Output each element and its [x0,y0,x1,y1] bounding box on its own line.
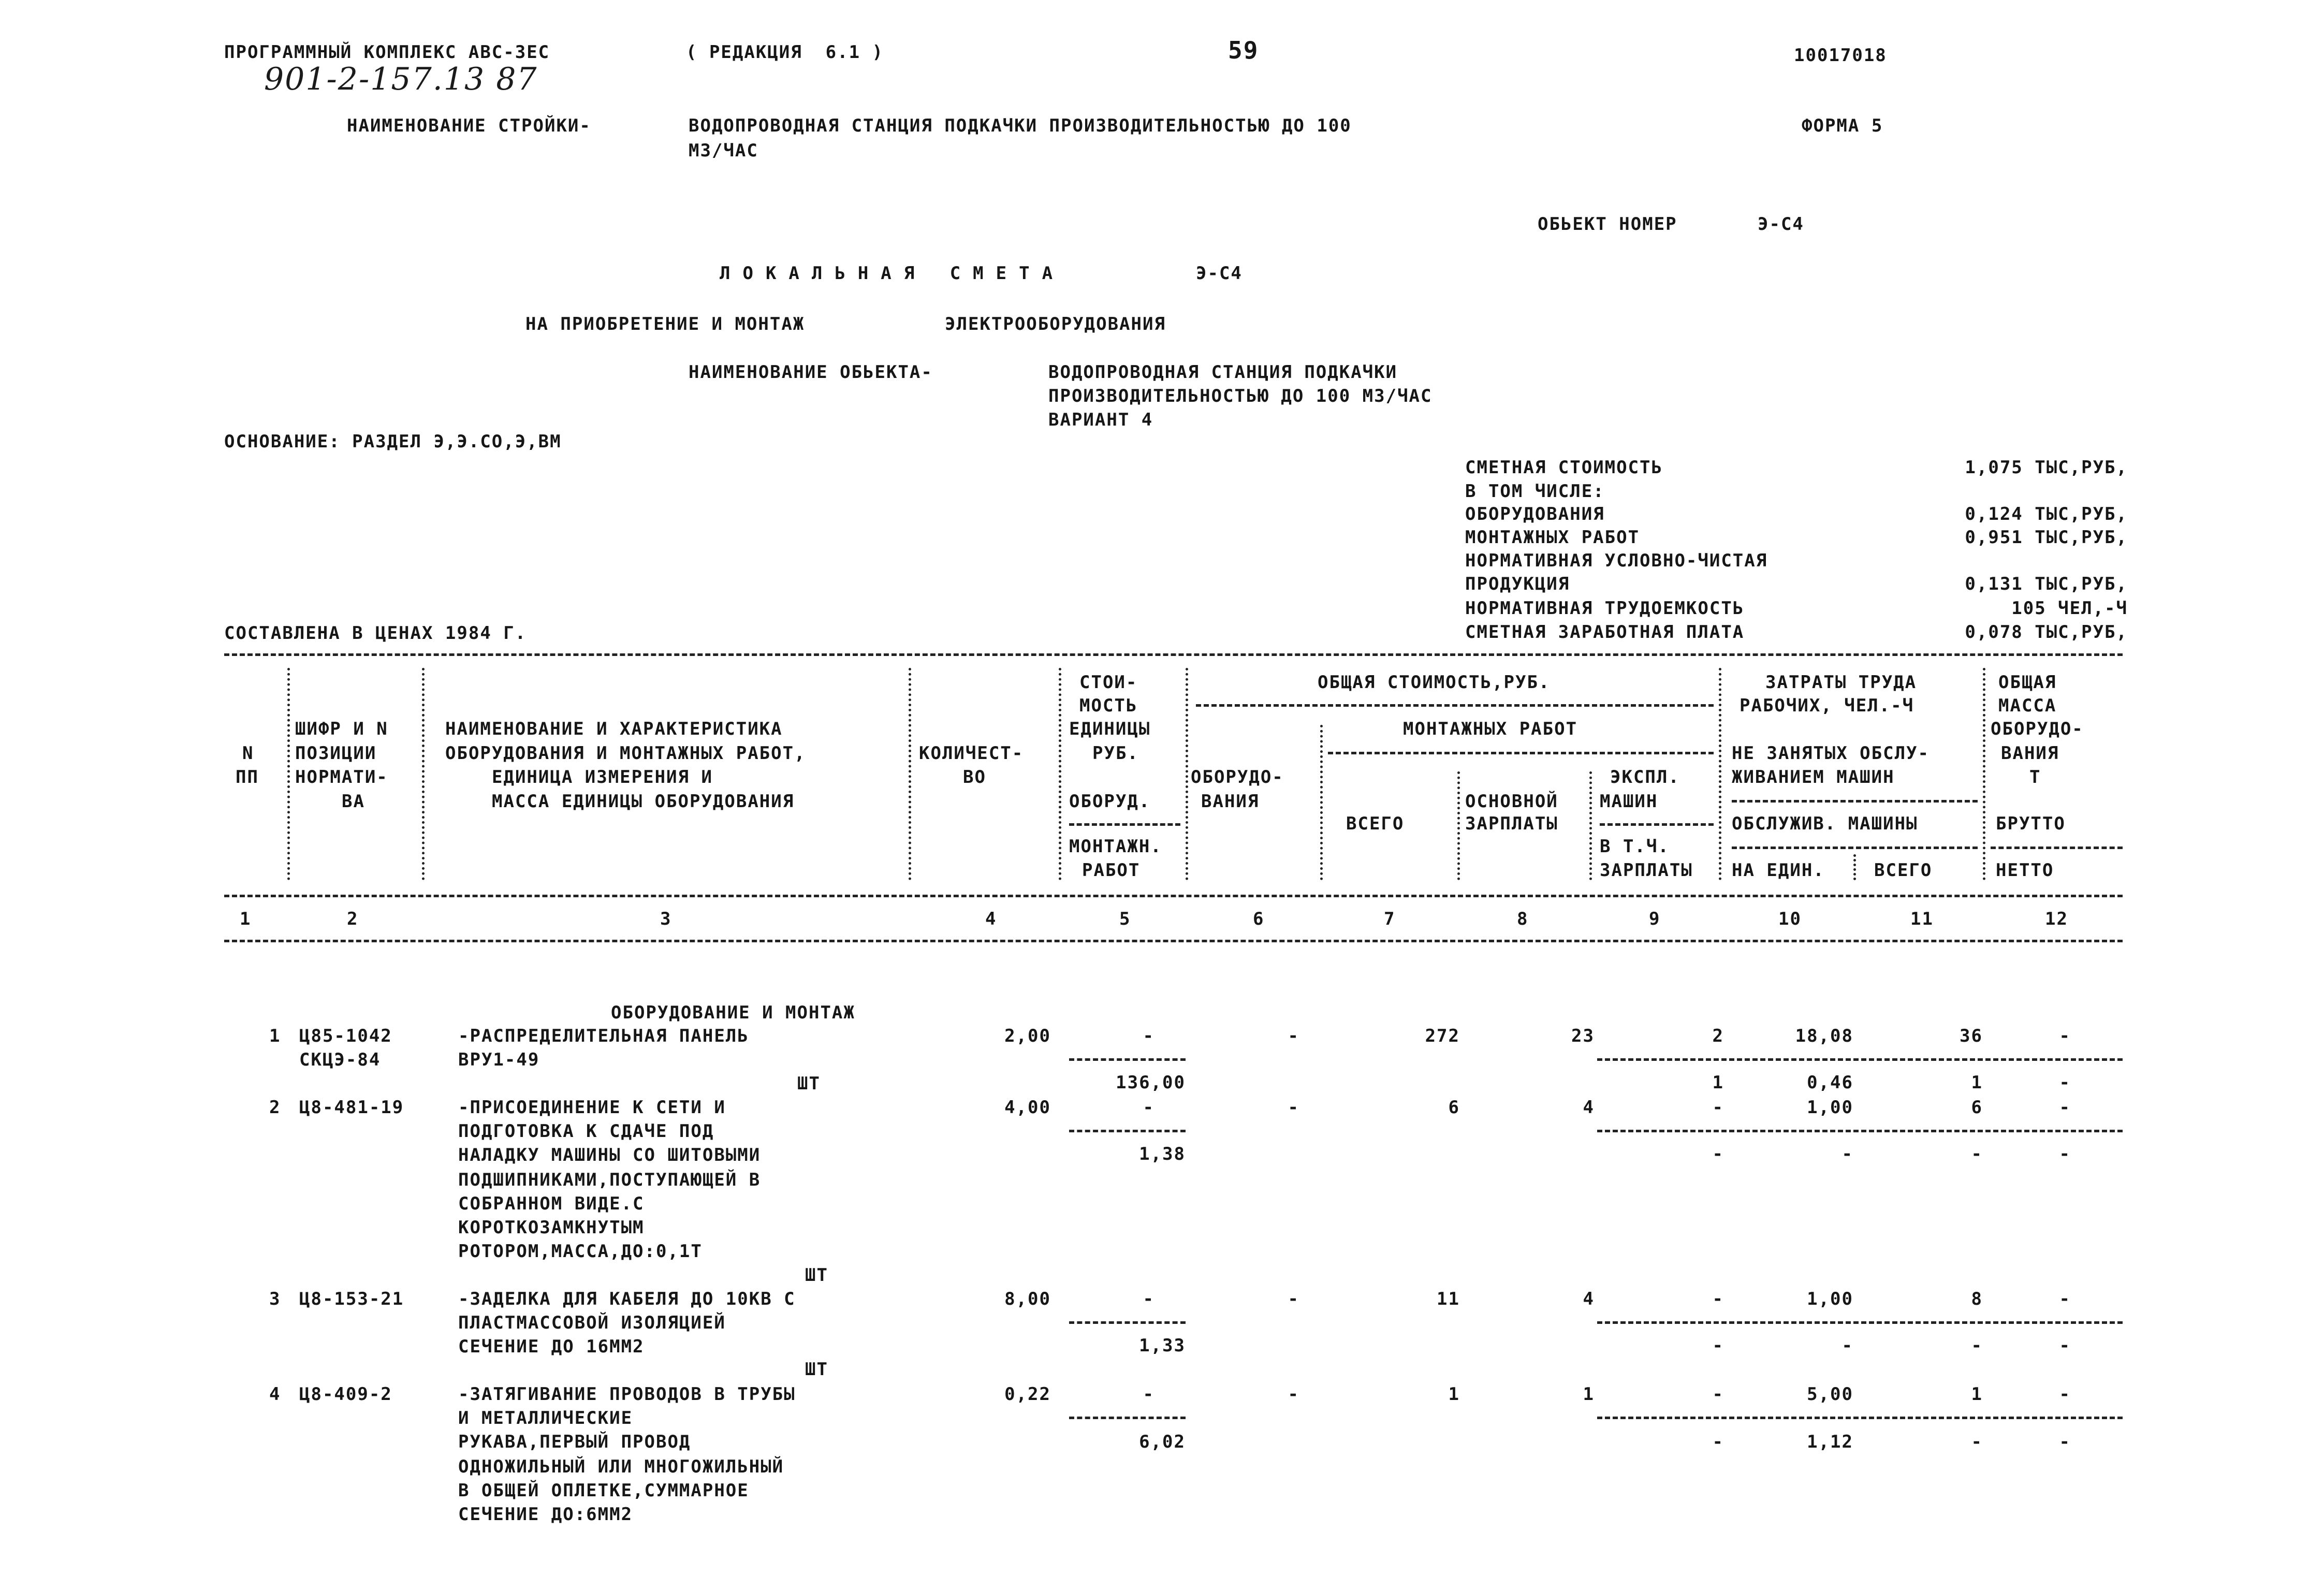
row-number: 1 [269,1026,281,1046]
row-base-salary: 23 [1571,1026,1595,1046]
form-label: ФОРМА 5 [1802,115,1883,136]
column-separator [1853,854,1856,880]
column-number: 4 [985,909,997,929]
col-code-label: ШИФР И N [295,719,388,739]
object-name-line3: ВАРИАНТ 4 [1048,410,1153,430]
mass-label: ОБОРУДО- [1991,719,2084,739]
summary-label: СМЕТНАЯ СТОИМОСТЬ [1465,457,1663,478]
row-name: ПОДГОТОВКА К СДАЧЕ ПОД [458,1121,714,1142]
construction-name-line2: М3/ЧАС [689,140,758,161]
labor-label: ЗАТРАТЫ ТРУДА [1765,672,1917,693]
row-name: СЕЧЕНИЕ ДО:6ММ2 [458,1504,633,1525]
column-separator [287,668,290,880]
row-mass-2: - [2059,1335,2071,1356]
col-unit-cost-label: РУБ. [1092,743,1139,764]
equipment-cost-label: ВАНИЯ [1201,791,1260,812]
labor-sub-label: ЖИВАНИЕМ МАШИН [1732,767,1895,787]
row-unit-divider [1069,1058,1186,1061]
row-labor-unit: 5,00 [1807,1384,1853,1405]
col-unit-cost-label: ОБОРУД. [1069,791,1151,812]
equipment-cost-label: ОБОРУДО- [1191,767,1284,787]
column-number: 12 [2045,909,2068,929]
row-labor-total: 1 [1971,1384,1983,1405]
col-unit-cost-label: РАБОТ [1082,860,1141,881]
row-machine-salary: - [1712,1144,1724,1164]
row-name: ПЛАСТМАССОВОЙ ИЗОЛЯЦИЕЙ [458,1312,726,1333]
row-base-salary: 4 [1583,1289,1595,1309]
col-unit-cost-label: СТОИ- [1079,672,1138,693]
summary-label: МОНТАЖНЫХ РАБОТ [1465,527,1640,548]
mass-divider [1991,847,2123,849]
row-number: 4 [269,1384,281,1405]
column-separator [422,668,425,880]
total-cost-divider [1196,704,1714,707]
column-number: 10 [1778,909,1802,929]
column-separator [1320,725,1323,880]
col-code-label: ВА [342,791,365,812]
mass-label: Т [2029,767,2041,787]
row-mass: - [2059,1097,2071,1118]
row-labor-total-2: - [1971,1144,1983,1164]
row-machine-salary: - [1712,1335,1724,1356]
labor-label: РАБОЧИХ, ЧЕЛ.-Ч [1740,695,1914,716]
row-mass-2: - [2059,1144,2071,1164]
row-unit-equip: - [1143,1097,1154,1118]
labor-sub-label: НА ЕДИН. [1732,860,1825,881]
column-number: 2 [347,909,359,929]
row-name: РУКАВА,ПЕРВЫЙ ПРОВОД [458,1432,691,1452]
row-unit-divider [1069,1130,1186,1132]
subtitle-right: ЭЛЕКТРООБОРУДОВАНИЯ [945,314,1166,334]
summary-value: 0,131 ТЫС,РУБ, [1965,574,2128,594]
row-sub-divider [1597,1417,2123,1419]
column-numbers-bottom-rule [224,940,2123,942]
install-total-label: ВСЕГО [1346,813,1405,834]
page-number: 59 [1228,36,1259,64]
row-unit-install: 1,38 [1139,1144,1186,1164]
column-separator [1059,668,1061,880]
column-separator [1186,668,1188,880]
row-machine: - [1712,1384,1724,1405]
row-unit-install: 6,02 [1139,1432,1186,1452]
col-name-label: МАССА ЕДИНИЦЫ ОБОРУДОВАНИЯ [492,791,795,812]
column-separator [909,668,911,880]
labor-sub-label: НЕ ЗАНЯТЫХ ОБСЛУ- [1732,743,1930,764]
row-code: Ц8-153-21 [299,1289,404,1309]
row-mass: - [2059,1289,2071,1309]
row-mass-2: - [2059,1432,2071,1452]
row-labor-total: 8 [1971,1289,1983,1309]
col-name-label: ОБОРУДОВАНИЯ И МОНТАЖНЫХ РАБОТ, [445,743,806,764]
row-sub-divider [1597,1321,2123,1324]
base-salary-label: ОСНОВНОЙ [1465,791,1558,812]
row-name: -РАСПРЕДЕЛИТЕЛЬНАЯ ПАНЕЛЬ [458,1026,749,1046]
summary-label: ПРОДУКЦИЯ [1465,574,1570,594]
row-name: СОБРАННОМ ВИДЕ.С [458,1193,645,1214]
row-labor-total: 6 [1971,1097,1983,1118]
object-name-line1: ВОДОПРОВОДНАЯ СТАНЦИЯ ПОДКАЧКИ [1048,362,1398,383]
row-labor-unit: 18,08 [1795,1026,1853,1046]
row-labor-total: 36 [1960,1026,1983,1046]
summary-value: 1,075 ТЫС,РУБ, [1965,457,2128,478]
col-name-label: ЕДИНИЦА ИЗМЕРЕНИЯ И [492,767,713,787]
program-name: ПРОГРАММНЫЙ КОМПЛЕКС АВС-ЗЕС [224,42,550,63]
row-name: -ЗАДЕЛКА ДЛЯ КАБЕЛЯ ДО 10КВ С [458,1289,796,1309]
col-n-label: N [242,743,254,764]
edition-label: ( РЕДАКЦИЯ 6.1 ) [686,42,884,63]
row-name: СЕЧЕНИЕ ДО 16ММ2 [458,1336,645,1357]
row-code: Ц8-409-2 [299,1384,392,1405]
row-code: СКЦЭ-84 [299,1049,381,1070]
row-labor-unit: 1,00 [1807,1097,1853,1118]
object-name-line2: ПРОИЗВОДИТЕЛЬНОСТЬЮ ДО 100 М3/ЧАС [1048,386,1433,406]
column-separator [1719,668,1721,880]
column-separator [1589,771,1592,880]
subtitle-left: НА ПРИОБРЕТЕНИЕ И МОНТАЖ [525,314,805,334]
row-machine: - [1712,1097,1724,1118]
row-labor-unit: 1,00 [1807,1289,1853,1309]
col-qty-label: ВО [963,767,986,787]
row-name: КОРОТКОЗАМКНУТЫМ [458,1217,645,1238]
row-base-salary: 1 [1583,1384,1595,1405]
row-unit-equip: - [1143,1384,1154,1405]
row-name: В ОБЩЕЙ ОПЛЕТКЕ,СУММАРНОЕ [458,1480,749,1501]
mass-label: БРУТТО [1996,813,2066,834]
summary-value: 0,951 ТЫС,РУБ, [1965,527,2128,548]
header-bottom-rule [224,895,2123,897]
row-labor-unit-2: 0,46 [1807,1072,1853,1093]
row-unit: ШТ [797,1073,821,1094]
labor-sub-label: ВСЕГО [1874,860,1933,881]
col-code-label: ПОЗИЦИИ [295,743,377,764]
row-labor-unit-2: - [1841,1335,1853,1356]
row-mass: - [2059,1384,2071,1405]
construction-name-label: НАИМЕНОВАНИЕ СТРОЙКИ- [347,115,591,136]
row-name: НАЛАДКУ МАШИНЫ СО ШИТОВЫМИ [458,1145,761,1165]
row-sub-divider [1597,1130,2123,1132]
machine-op-label: ЭКСПЛ. [1610,767,1680,787]
column-number: 5 [1119,909,1131,929]
row-code: Ц85-1042 [299,1026,392,1046]
row-equip: - [1288,1289,1299,1309]
row-code: Ц8-481-19 [299,1097,404,1118]
row-name: И МЕТАЛЛИЧЕСКИЕ [458,1408,633,1428]
row-name: РОТОРОМ,МАССА,ДО:0,1Т [458,1241,703,1262]
col-n-label: ПП [236,767,259,787]
row-number: 3 [269,1289,281,1309]
row-mass-2: - [2059,1072,2071,1093]
row-unit: ШТ [805,1265,828,1286]
row-equip: - [1288,1097,1299,1118]
row-labor-total-2: - [1971,1432,1983,1452]
unit-cost-divider [1069,823,1180,826]
column-number: 6 [1253,909,1265,929]
summary-value: 0,078 ТЫС,РУБ, [1965,622,2128,643]
row-total: 11 [1437,1289,1460,1309]
column-number: 3 [660,909,672,929]
column-number: 7 [1384,909,1396,929]
estimate-title: ЛОКАЛЬНАЯ СМЕТА [720,263,1065,284]
column-number: 9 [1649,909,1661,929]
object-number-value: Э-С4 [1758,214,1804,235]
row-machine: - [1712,1289,1724,1309]
row-equip: - [1288,1384,1299,1405]
column-separator [1457,771,1460,880]
row-machine-salary: - [1712,1432,1724,1452]
summary-label: НОРМАТИВНАЯ УСЛОВНО-ЧИСТАЯ [1465,550,1768,571]
mass-label: НЕТТО [1996,860,2054,881]
mass-label: ОБЩАЯ [1998,672,2057,693]
summary-label: НОРМАТИВНАЯ ТРУДОЕМКОСТЬ [1465,598,1745,619]
row-qty: 4,00 [1004,1097,1051,1118]
summary-value: 0,124 ТЫС,РУБ, [1965,504,2128,524]
col-unit-cost-label: ЕДИНИЦЫ [1069,719,1151,739]
object-number-label: ОБЬЕКТ НОМЕР [1538,214,1677,235]
price-level-note: СОСТАВЛЕНА В ЦЕНАХ 1984 Г. [224,623,527,644]
row-labor-total-2: 1 [1971,1072,1983,1093]
machine-op-divider [1600,823,1714,826]
construction-name-line1: ВОДОПРОВОДНАЯ СТАНЦИЯ ПОДКАЧКИ ПРОИЗВОДИТЕЛЬНОСТЬЮ ДО 100 [689,115,1352,136]
install-works-divider [1328,752,1714,754]
object-name-label: НАИМЕНОВАНИЕ ОБЬЕКТА- [689,362,933,383]
row-name: ОДНОЖИЛЬНЫЙ ИЛИ МНОГОЖИЛЬНЫЙ [458,1456,784,1477]
row-base-salary: 4 [1583,1097,1595,1118]
col-qty-label: КОЛИЧЕСТ- [919,743,1024,764]
machine-op-label: МАШИН [1600,791,1658,812]
summary-label: СМЕТНАЯ ЗАРАБОТНАЯ ПЛАТА [1465,622,1745,643]
row-total: 272 [1425,1026,1460,1046]
machine-op-label: ЗАРПЛАТЫ [1600,860,1693,881]
mass-label: ВАНИЯ [2001,743,2059,764]
labor-divider [1732,800,1978,803]
document-code: 10017018 [1794,45,1887,66]
row-sub-divider [1597,1058,2123,1061]
row-unit-install: 1,33 [1139,1335,1186,1356]
total-cost-label: ОБЩАЯ СТОИМОСТЬ,РУБ. [1318,672,1551,693]
row-unit: ШТ [805,1359,828,1380]
row-mass: - [2059,1026,2071,1046]
row-name: ВРУ1-49 [458,1049,540,1070]
estimate-basis: ОСНОВАНИЕ: РАЗДЕЛ Э,Э.СО,Э,ВМ [224,431,562,452]
row-total: 6 [1448,1097,1460,1118]
summary-label: В ТОМ ЧИСЛЕ: [1465,481,1605,502]
machine-op-label: В Т.Ч. [1600,836,1670,857]
row-unit-equip: - [1143,1026,1154,1046]
base-salary-label: ЗАРПЛАТЫ [1465,813,1558,834]
row-unit-equip: - [1143,1289,1154,1309]
row-unit-install: 136,00 [1116,1072,1186,1093]
row-machine-salary: 1 [1712,1072,1724,1093]
column-number: 1 [240,909,252,929]
handwritten-project-code: 901-2-157.13 87 [264,61,538,97]
labor-divider [1732,847,1978,849]
col-name-label: НАИМЕНОВАНИЕ И ХАРАКТЕРИСТИКА [445,719,783,739]
table-top-rule [224,653,2123,656]
install-works-label: МОНТАЖНЫХ РАБОТ [1403,719,1578,739]
row-name: -ЗАТЯГИВАНИЕ ПРОВОДОВ В ТРУБЫ [458,1384,796,1405]
row-total: 1 [1448,1384,1460,1405]
estimate-title-code: Э-С4 [1196,263,1243,284]
row-machine: 2 [1712,1026,1724,1046]
row-name: -ПРИСОЕДИНЕНИЕ К СЕТИ И [458,1097,726,1118]
col-unit-cost-label: МОСТЬ [1079,695,1138,716]
row-qty: 8,00 [1004,1289,1051,1309]
row-labor-unit-2: 1,12 [1807,1432,1853,1452]
row-number: 2 [269,1097,281,1118]
column-number: 8 [1517,909,1529,929]
row-labor-unit-2: - [1841,1144,1853,1164]
mass-label: МАССА [1998,695,2057,716]
row-unit-divider [1069,1321,1186,1324]
summary-label: ОБОРУДОВАНИЯ [1465,504,1605,524]
column-number: 11 [1910,909,1934,929]
labor-sub-label: ОБСЛУЖИВ. МАШИНЫ [1732,813,1918,834]
row-name: ПОДШИПНИКАМИ,ПОСТУПАЮЩЕЙ В [458,1170,761,1190]
row-equip: - [1288,1026,1299,1046]
col-unit-cost-label: МОНТАЖН. [1069,836,1162,857]
row-qty: 0,22 [1004,1384,1051,1405]
row-qty: 2,00 [1004,1026,1051,1046]
section-title: ОБОРУДОВАНИЕ И МОНТАЖ [611,1002,855,1023]
row-unit-divider [1069,1417,1186,1419]
summary-value: 105 ЧЕЛ,-Ч [2011,598,2128,619]
row-labor-total-2: - [1971,1335,1983,1356]
column-separator [1983,668,1985,880]
col-code-label: НОРМАТИ- [295,767,388,787]
